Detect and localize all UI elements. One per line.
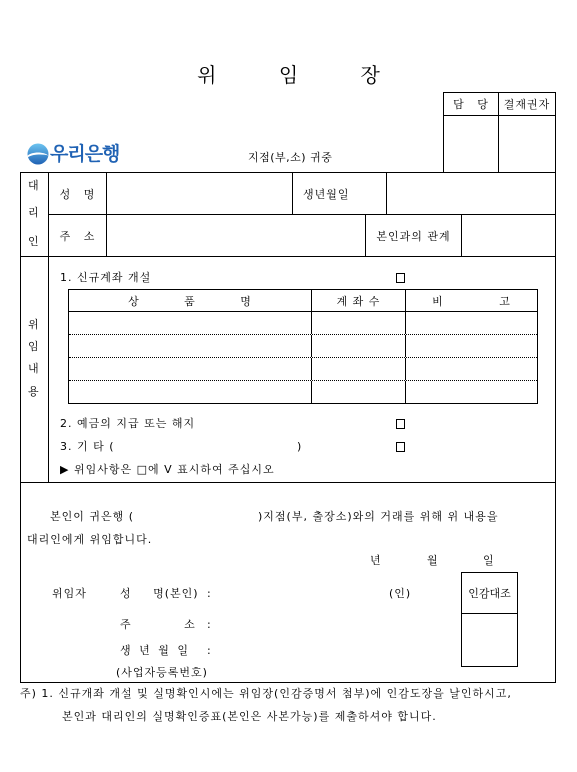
withdrawal-checkbox[interactable] — [396, 419, 405, 429]
principal-birth-field[interactable] — [218, 642, 454, 660]
delegation-section-label-char: 용 — [28, 385, 40, 398]
withdrawal-item-label: 2. 예금의 지급 또는 해지 — [60, 417, 196, 430]
form-title: 위 임 장 — [197, 63, 380, 87]
approval-header-approver: 결재권자 — [499, 93, 555, 116]
declaration-line1-start: 본인이 귀은행 ( — [50, 510, 135, 523]
new-account-checkbox[interactable] — [396, 273, 405, 283]
other-item-close-paren: ) — [297, 440, 303, 453]
agent-name-label: 성 명 — [59, 187, 96, 201]
agent-birth-label: 생년월일 — [303, 187, 350, 201]
date-day-label: 일 — [483, 554, 495, 567]
agent-relation-label: 본인과의 관계 — [376, 229, 451, 243]
product-table-header-row — [69, 290, 537, 312]
principal-address-field[interactable] — [218, 616, 454, 634]
date-month-label: 월 — [427, 554, 439, 567]
account-count-cell[interactable] — [312, 312, 406, 334]
table-row — [69, 335, 537, 358]
delegation-section-label-char: 임 — [28, 340, 40, 353]
approval-header-staff: 담 당 — [444, 93, 498, 116]
remarks-cell[interactable] — [406, 381, 537, 403]
principal-name-field[interactable] — [218, 585, 384, 603]
branch-name-field[interactable] — [142, 508, 254, 526]
approval-signature-approver-field[interactable] — [499, 116, 555, 172]
delegation-section-label-char: 내 — [28, 362, 40, 375]
table-row — [69, 312, 537, 335]
agent-name-field[interactable] — [107, 173, 292, 214]
woori-bank-logo-icon — [27, 143, 49, 165]
seal-check-label: 인감대조 — [462, 573, 517, 614]
column-header-account-count: 계 좌 수 — [312, 290, 406, 311]
other-detail-field[interactable] — [122, 440, 294, 454]
declaration-line1-end: )지점(부, 출장소)와의 거래를 위해 위 내용을 — [258, 510, 499, 523]
principal-birth-colon: : — [207, 644, 212, 657]
product-name-cell[interactable] — [69, 312, 312, 334]
remarks-cell[interactable] — [406, 335, 537, 357]
table-row — [69, 381, 537, 403]
product-name-cell[interactable] — [69, 335, 312, 357]
declaration-line2: 대리인에게 위임합니다. — [27, 533, 153, 546]
principal-name-label: 성 명(본인) — [120, 587, 199, 600]
agent-birth-field[interactable] — [387, 173, 555, 214]
principal-birth-label: 생 년 월 일 — [120, 644, 189, 657]
principal-address-label: 주 소 — [120, 618, 196, 631]
remarks-cell[interactable] — [406, 312, 537, 334]
approval-box — [443, 92, 556, 173]
date-month-field[interactable] — [386, 552, 424, 570]
delegation-instruction: ▶ 위임사항은 □에 V 표시하여 주십시오 — [60, 463, 275, 476]
other-item-label: 3. 기 타 ( — [60, 440, 115, 453]
agent-address-field[interactable] — [107, 215, 365, 256]
principal-address-colon: : — [207, 618, 212, 631]
business-number-label: (사업자등록번호) — [116, 666, 208, 679]
agent-address-label: 주 소 — [59, 229, 96, 243]
table-row — [69, 358, 537, 381]
section-divider — [20, 482, 556, 483]
account-count-cell[interactable] — [312, 381, 406, 403]
seal-mark-label: (인) — [389, 587, 412, 600]
agent-section-label-char: 리 — [28, 206, 40, 219]
approval-column-staff — [444, 93, 499, 172]
column-header-product-name: 상 품 명 — [69, 290, 312, 311]
agent-section-label-char: 인 — [28, 235, 40, 248]
date-year-field[interactable] — [320, 552, 366, 570]
product-name-cell[interactable] — [69, 381, 312, 403]
date-day-field[interactable] — [443, 552, 480, 570]
product-table — [68, 289, 538, 404]
footnote-line2: 본인과 대리인의 실명확인증표(본인은 사본가능)를 제출하셔야 합니다. — [62, 710, 437, 723]
new-account-item-label: 1. 신규계좌 개설 — [60, 271, 152, 284]
column-header-remarks: 비 고 — [432, 294, 511, 308]
approval-column-approver — [499, 93, 555, 172]
seal-impression-field[interactable] — [462, 614, 517, 666]
agent-section-label-char: 대 — [28, 179, 40, 192]
other-checkbox[interactable] — [396, 442, 405, 452]
bank-name-logo-text: 우리은행 — [50, 143, 120, 165]
seal-check-box — [461, 572, 518, 667]
addressee-label: 지점(부,소) 귀중 — [248, 151, 333, 164]
approval-signature-staff-field[interactable] — [444, 116, 498, 172]
product-name-cell[interactable] — [69, 358, 312, 380]
date-year-label: 년 — [370, 554, 382, 567]
principal-label: 위임자 — [52, 587, 87, 600]
remarks-cell[interactable] — [406, 358, 537, 380]
account-count-cell[interactable] — [312, 335, 406, 357]
footnote-line1: 주) 1. 신규개좌 개설 및 실명확인시에는 위임장(인감증명서 첨부)에 인감도장을 날인하시고, — [20, 687, 512, 700]
delegation-section-label-char: 위 — [28, 318, 40, 331]
account-count-cell[interactable] — [312, 358, 406, 380]
principal-name-colon: : — [207, 587, 212, 600]
section-divider — [20, 256, 556, 257]
agent-relation-field[interactable] — [462, 215, 555, 256]
